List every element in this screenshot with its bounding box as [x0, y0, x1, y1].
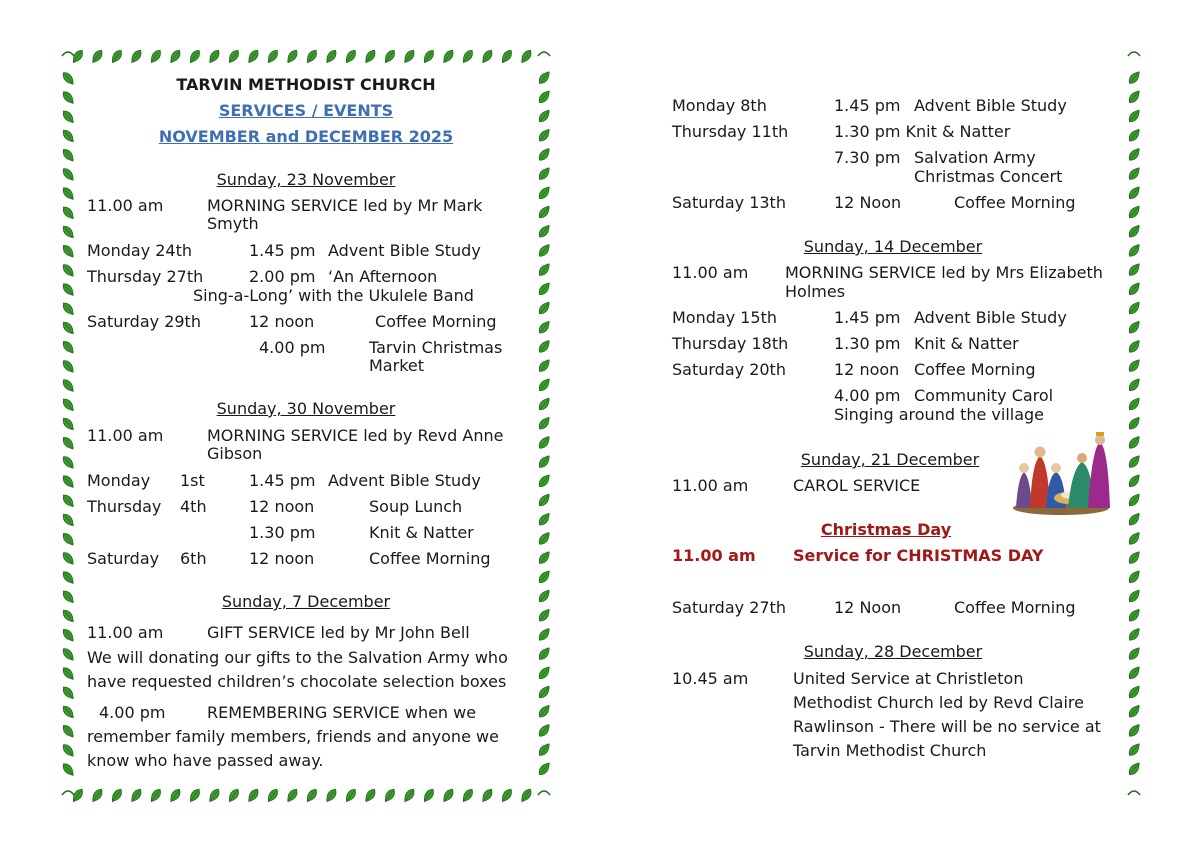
holly-leaf-icon	[61, 205, 76, 221]
holly-leaf-icon	[537, 204, 552, 220]
holly-leaf-icon	[1127, 223, 1142, 239]
holly-leaf-icon	[537, 761, 552, 777]
sat6-date: 6th	[180, 549, 207, 568]
holly-leaf-icon	[537, 223, 552, 239]
holly-leaf-icon	[129, 787, 143, 803]
holly-leaf-icon	[537, 550, 552, 566]
holly-leaf-icon	[537, 108, 552, 124]
mon15-day: Monday 15th	[672, 308, 778, 327]
thu4-event: Soup Lunch	[369, 497, 463, 516]
holly-leaf-icon	[343, 787, 357, 803]
holly-leaf-icon	[61, 454, 76, 470]
holly-leaf-icon	[61, 397, 76, 413]
thu18-time: 1.30 pm	[834, 334, 901, 353]
holly-leaf-icon	[70, 787, 84, 803]
holly-leaf-icon	[61, 646, 76, 662]
sat27-day: Saturday 27th	[672, 598, 786, 617]
sun7-note-line4: know who have passed away.	[87, 751, 324, 770]
holly-leaf-icon	[61, 435, 76, 451]
sun21-time: 11.00 am	[672, 476, 749, 495]
holly-leaf-icon	[1127, 204, 1142, 220]
thu4-day: Thursday	[87, 497, 162, 516]
sat27-time: 12 Noon	[834, 598, 902, 617]
thu27-day: Thursday 27th	[87, 267, 204, 286]
holly-leaf-icon	[61, 474, 76, 490]
sun7-desc: GIFT SERVICE led by Mr John Bell	[207, 623, 470, 642]
holly-leaf-icon	[265, 48, 279, 64]
holly-leaf-icon	[537, 319, 552, 335]
holly-leaf-icon	[382, 48, 396, 64]
holly-leaf-icon	[61, 416, 76, 432]
holly-leaf-icon	[537, 262, 552, 278]
holly-leaf-icon	[537, 127, 552, 143]
holly-leaf-icon	[61, 90, 76, 106]
holly-leaf-icon	[1127, 262, 1142, 278]
holly-leaf-icon	[537, 89, 552, 105]
corner-curl-icon	[1128, 52, 1140, 56]
thu4-date: 4th	[180, 497, 207, 516]
mon24-event: Advent Bible Study	[328, 241, 481, 260]
holly-leaf-icon	[537, 454, 552, 470]
holly-leaf-icon	[537, 70, 552, 86]
mon8-day: Monday 8th	[672, 96, 767, 115]
sun28-line3: Rawlinson - There will be no service at	[793, 717, 1101, 736]
thu4-time: 12 noon	[249, 497, 315, 516]
holly-leaf-icon	[61, 608, 76, 624]
right-page	[600, 0, 1200, 848]
corner-curl-icon	[62, 52, 74, 56]
holly-leaf-icon	[537, 665, 552, 681]
holly-leaf-icon	[537, 607, 552, 623]
holly-leaf-icon	[1127, 569, 1142, 585]
holly-leaf-icon	[61, 301, 76, 317]
mon8-time: 1.45 pm	[834, 96, 901, 115]
holly-leaf-icon	[61, 627, 76, 643]
holly-leaf-icon	[61, 704, 76, 720]
holly-leaf-icon	[363, 787, 377, 803]
sat6-event: Coffee Morning	[369, 549, 491, 568]
holly-leaf-icon	[1127, 492, 1142, 508]
holly-leaf-icon	[1127, 454, 1142, 470]
church-title: TARVIN METHODIST CHURCH	[176, 75, 436, 94]
holly-leaf-icon	[61, 224, 76, 240]
holly-leaf-icon	[207, 48, 221, 64]
sun28-time: 10.45 am	[672, 669, 749, 688]
mon1-event: Advent Bible Study	[328, 471, 481, 490]
holly-leaf-icon	[1127, 242, 1142, 258]
sat27-event: Coffee Morning	[954, 598, 1076, 617]
holly-leaf-icon	[1127, 108, 1142, 124]
sat20-event: Coffee Morning	[914, 360, 1036, 379]
holly-leaf-icon	[460, 787, 474, 803]
thu27-time: 2.00 pm	[249, 267, 316, 286]
holly-leaf-icon	[537, 569, 552, 585]
holly-leaf-icon	[402, 48, 416, 64]
holly-leaf-icon	[61, 282, 76, 298]
holly-leaf-icon	[537, 473, 552, 489]
nativity-scene-picture	[1010, 432, 1112, 516]
sat29-time2: 4.00 pm	[259, 338, 326, 357]
sat20-time2: 4.00 pm	[834, 386, 901, 405]
sat13-time: 12 Noon	[834, 193, 902, 212]
sun7-time2: 4.00 pm	[99, 703, 166, 722]
sun23-time: 11.00 am	[87, 196, 164, 215]
holly-leaf-icon	[537, 281, 552, 297]
thu4-event2: Knit & Natter	[369, 523, 474, 542]
holly-leaf-icon	[246, 48, 260, 64]
holly-leaf-icon	[537, 166, 552, 182]
holly-leaf-icon	[537, 358, 552, 374]
holly-leaf-icon	[363, 48, 377, 64]
holly-leaf-icon	[61, 339, 76, 355]
thu27-event-cont: Sing-a-Long’ with the Ukulele Band	[193, 286, 474, 305]
sun30-heading: Sunday, 30 November	[216, 399, 396, 418]
mon15-event: Advent Bible Study	[914, 308, 1067, 327]
holly-leaf-icon	[441, 787, 455, 803]
holly-leaf-icon	[537, 415, 552, 431]
holly-leaf-icon	[1127, 607, 1142, 623]
sun7-desc2: REMEMBERING SERVICE when we	[207, 703, 477, 722]
thu11-time: 1.30 pm Knit & Natter	[834, 122, 1011, 141]
sun23-desc: MORNING SERVICE led by Mr Mark	[207, 196, 483, 215]
holly-leaf-icon	[1127, 473, 1142, 489]
thu11-event2-cont: Christmas Concert	[914, 167, 1063, 186]
sun28-line4: Tarvin Methodist Church	[793, 741, 987, 760]
holly-leaf-icon	[537, 146, 552, 162]
holly-leaf-icon	[1127, 511, 1142, 527]
holly-leaf-icon	[421, 48, 435, 64]
holly-leaf-icon	[246, 787, 260, 803]
sun30-desc: MORNING SERVICE led by Revd Anne	[207, 426, 504, 445]
holly-leaf-icon	[537, 242, 552, 258]
holly-leaf-icon	[537, 338, 552, 354]
holly-leaf-icon	[537, 434, 552, 450]
holly-leaf-icon	[1127, 185, 1142, 201]
sun30-desc-cont: Gibson	[207, 444, 263, 463]
thu27-event: ‘An Afternoon	[328, 267, 438, 286]
holly-leaf-icon	[537, 185, 552, 201]
holly-leaf-icon	[537, 588, 552, 604]
holly-leaf-icon	[421, 787, 435, 803]
holly-leaf-icon	[1127, 703, 1142, 719]
holly-leaf-icon	[537, 300, 552, 316]
holly-leaf-icon	[1127, 127, 1142, 143]
sat20-day: Saturday 20th	[672, 360, 786, 379]
sun7-note-line1: We will donating our gifts to the Salvation Army who	[87, 648, 508, 667]
thu4-time2: 1.30 pm	[249, 523, 316, 542]
holly-leaf-icon	[537, 530, 552, 546]
holly-leaf-icon	[1127, 70, 1142, 86]
holly-leaf-icon	[285, 48, 299, 64]
holly-leaf-icon	[537, 684, 552, 700]
mon1-time: 1.45 pm	[249, 471, 316, 490]
holly-leaf-icon	[61, 742, 76, 758]
sat29-time: 12 noon	[249, 312, 315, 331]
sat20-time: 12 noon	[834, 360, 900, 379]
sat20-event2: Community Carol	[914, 386, 1054, 405]
mon1-day: Monday	[87, 471, 151, 490]
holly-leaf-icon	[285, 787, 299, 803]
holly-leaf-icon	[1127, 300, 1142, 316]
holly-leaf-icon	[61, 493, 76, 509]
holly-leaf-icon	[265, 787, 279, 803]
holly-leaf-icon	[61, 762, 76, 778]
holly-leaf-icon	[1127, 338, 1142, 354]
holly-leaf-icon	[1127, 434, 1142, 450]
corner-curl-icon	[538, 791, 550, 795]
holly-leaf-icon	[61, 589, 76, 605]
sun21-desc: CAROL SERVICE	[793, 476, 921, 495]
sun7-time: 11.00 am	[87, 623, 164, 642]
sat13-event: Coffee Morning	[954, 193, 1076, 212]
holly-leaf-icon	[343, 48, 357, 64]
holly-leaf-icon	[460, 48, 474, 64]
holly-leaf-icon	[537, 722, 552, 738]
holly-leaf-icon	[1127, 722, 1142, 738]
mon15-time: 1.45 pm	[834, 308, 901, 327]
holly-leaf-icon	[1127, 396, 1142, 412]
holly-leaf-icon	[1127, 588, 1142, 604]
holly-leaf-icon	[382, 787, 396, 803]
holly-leaf-icon	[168, 48, 182, 64]
holly-leaf-icon	[226, 787, 240, 803]
holly-leaf-icon	[148, 48, 162, 64]
thu18-day: Thursday 18th	[672, 334, 789, 353]
sun23-heading: Sunday, 23 November	[216, 170, 396, 189]
corner-curl-icon	[1128, 791, 1140, 795]
holly-leaf-icon	[90, 787, 104, 803]
sat29-event2: Tarvin Christmas	[369, 338, 503, 357]
holly-leaf-icon	[1127, 319, 1142, 335]
holly-leaf-icon	[324, 48, 338, 64]
holly-leaf-icon	[70, 48, 84, 64]
sat29-event2-cont: Market	[369, 356, 424, 375]
corner-curl-icon	[62, 791, 74, 795]
holly-leaf-icon	[61, 262, 76, 278]
holly-leaf-icon	[61, 512, 76, 528]
holly-leaf-icon	[537, 377, 552, 393]
holly-leaf-icon	[187, 787, 201, 803]
holly-leaf-icon	[441, 48, 455, 64]
mon1-date: 1st	[180, 471, 205, 490]
mon24-day: Monday 24th	[87, 241, 193, 260]
holly-leaf-icon	[324, 787, 338, 803]
holly-leaf-icon	[1127, 530, 1142, 546]
sun21-heading: Sunday, 21 December	[800, 450, 980, 469]
holly-leaf-icon	[1127, 146, 1142, 162]
sat20-event2-cont: Singing around the village	[834, 405, 1045, 424]
sun14-heading: Sunday, 14 December	[803, 237, 983, 256]
mon24-time: 1.45 pm	[249, 241, 316, 260]
holly-leaf-icon	[168, 787, 182, 803]
thu11-time2: 7.30 pm	[834, 148, 901, 167]
holly-leaf-icon	[61, 70, 76, 86]
holly-leaf-icon	[61, 147, 76, 163]
thu11-day: Thursday 11th	[672, 122, 789, 141]
thu11-event2: Salvation Army	[914, 148, 1036, 167]
holly-leaf-icon	[61, 358, 76, 374]
holly-leaf-icon	[1127, 761, 1142, 777]
holly-leaf-icon	[519, 787, 533, 803]
sat6-time: 12 noon	[249, 549, 315, 568]
sun28-heading: Sunday, 28 December	[803, 642, 983, 661]
christmas-day-heading: Christmas Day	[820, 520, 952, 539]
sat29-event: Coffee Morning	[375, 312, 497, 331]
holly-leaf-icon	[61, 109, 76, 125]
holly-leaf-icon	[499, 48, 513, 64]
sat6-day: Saturday	[87, 549, 160, 568]
corner-curl-icon	[538, 52, 550, 56]
holly-leaf-icon	[109, 48, 123, 64]
holly-leaf-icon	[1127, 665, 1142, 681]
holly-leaf-icon	[1127, 358, 1142, 374]
sun28-line2: Methodist Church led by Revd Claire	[793, 693, 1084, 712]
holly-leaf-icon	[61, 666, 76, 682]
sun14-time: 11.00 am	[672, 263, 749, 282]
sat13-day: Saturday 13th	[672, 193, 786, 212]
holly-leaf-icon	[61, 320, 76, 336]
holly-leaf-icon	[61, 531, 76, 547]
holly-leaf-icon	[537, 742, 552, 758]
holly-leaf-icon	[61, 378, 76, 394]
sun28-line1: United Service at Christleton	[793, 669, 1024, 688]
holly-leaf-icon	[1127, 166, 1142, 182]
holly-leaf-icon	[207, 787, 221, 803]
holly-leaf-icon	[1127, 626, 1142, 642]
holly-leaf-icon	[90, 48, 104, 64]
holly-leaf-icon	[1127, 415, 1142, 431]
holly-leaf-icon	[109, 787, 123, 803]
holly-leaf-icon	[537, 511, 552, 527]
holly-leaf-icon	[480, 48, 494, 64]
holly-leaf-icon	[1127, 646, 1142, 662]
holly-leaf-icon	[402, 787, 416, 803]
holly-leaf-icon	[537, 646, 552, 662]
holly-leaf-icon	[499, 787, 513, 803]
sat29-day: Saturday 29th	[87, 312, 201, 331]
holly-leaf-icon	[1127, 550, 1142, 566]
holly-leaf-icon	[304, 48, 318, 64]
holly-leaf-icon	[537, 492, 552, 508]
sun14-desc-cont: Holmes	[785, 282, 846, 301]
holly-leaf-icon	[61, 723, 76, 739]
holly-leaf-icon	[519, 48, 533, 64]
christmas-day-time: 11.00 am	[672, 546, 756, 565]
holly-leaf-icon	[226, 48, 240, 64]
holly-leaf-icon	[1127, 281, 1142, 297]
holly-leaf-icon	[61, 685, 76, 701]
holly-leaf-icon	[129, 48, 143, 64]
holly-leaf-icon	[148, 787, 162, 803]
services-events-heading: SERVICES / EVENTS	[218, 101, 394, 120]
holly-leaf-icon	[1127, 377, 1142, 393]
holly-leaf-icon	[537, 396, 552, 412]
holly-leaf-icon	[187, 48, 201, 64]
holly-leaf-icon	[304, 787, 318, 803]
holly-leaf-icon	[537, 703, 552, 719]
holly-leaf-icon	[61, 570, 76, 586]
holly-leaf-icon	[1127, 684, 1142, 700]
sun14-desc: MORNING SERVICE led by Mrs Elizabeth	[785, 263, 1103, 282]
holly-leaf-icon	[61, 166, 76, 182]
period-heading: NOVEMBER and DECEMBER 2025	[158, 127, 454, 146]
holly-leaf-icon	[61, 550, 76, 566]
holly-leaf-icon	[61, 186, 76, 202]
sun30-time: 11.00 am	[87, 426, 164, 445]
holly-leaf-icon	[1127, 89, 1142, 105]
thu18-event: Knit & Natter	[914, 334, 1019, 353]
sun7-heading: Sunday, 7 December	[221, 592, 391, 611]
mon8-event: Advent Bible Study	[914, 96, 1067, 115]
sun7-note-line3: remember family members, friends and anyone we	[87, 727, 499, 746]
holly-leaf-icon	[537, 626, 552, 642]
holly-leaf-icon	[61, 243, 76, 259]
holly-leaf-icon	[1127, 742, 1142, 758]
holly-leaf-icon	[61, 128, 76, 144]
holly-leaf-icon	[480, 787, 494, 803]
sun7-note-line2: have requested children’s chocolate selection boxes	[87, 672, 507, 691]
christmas-day-desc: Service for CHRISTMAS DAY	[793, 546, 1044, 565]
sun23-desc-cont: Smyth	[207, 214, 259, 233]
